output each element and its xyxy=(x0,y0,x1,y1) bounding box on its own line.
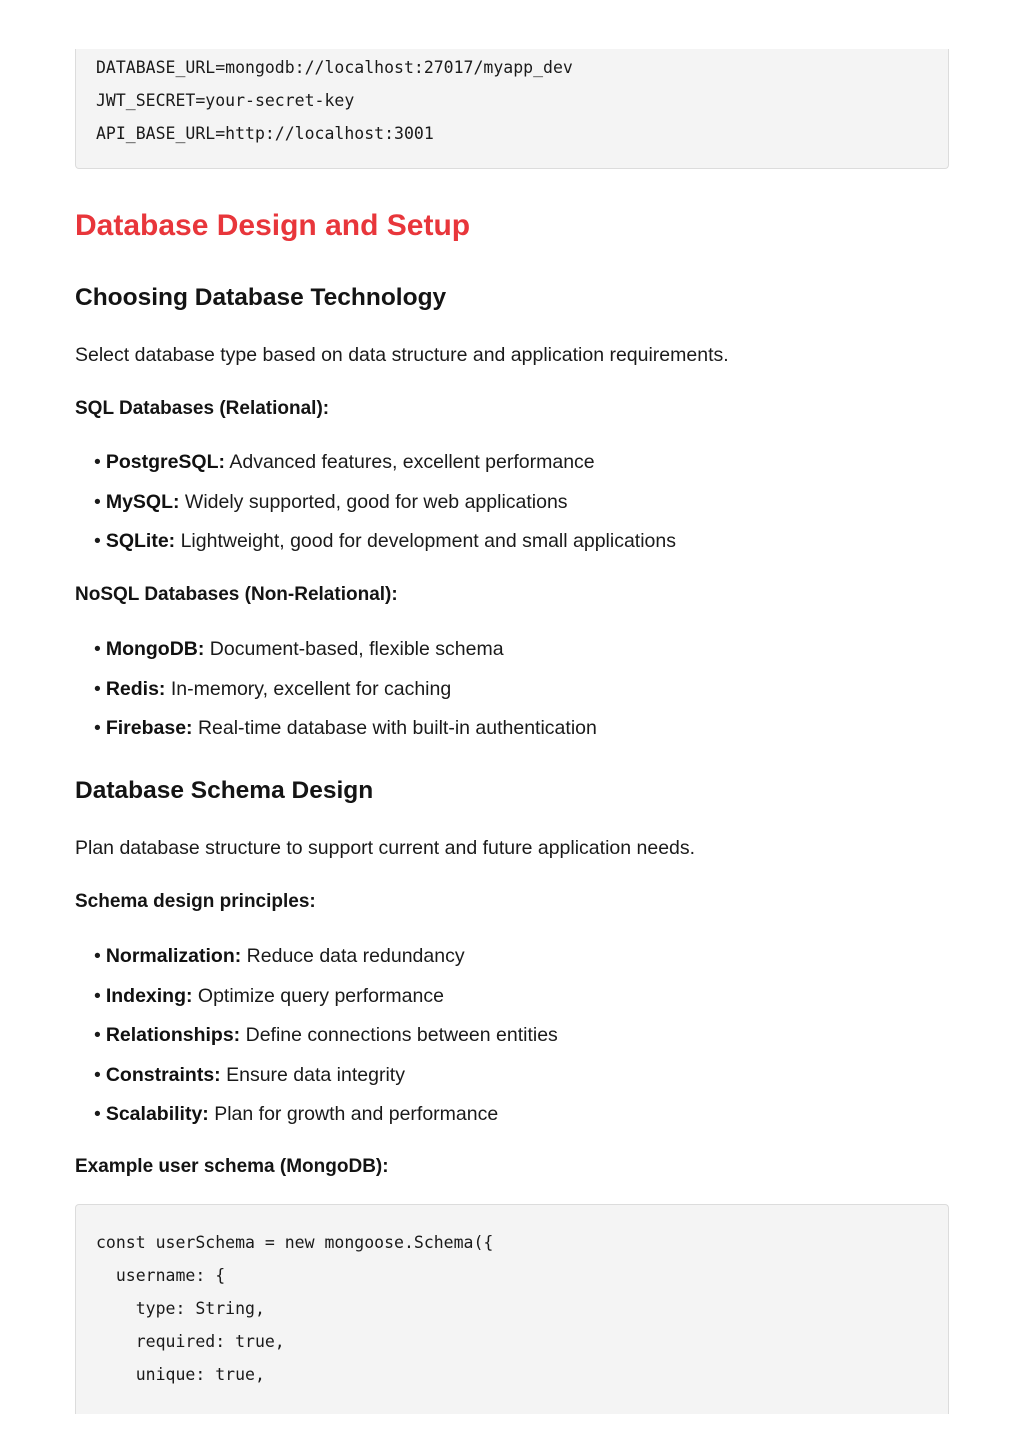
list-desc: Advanced features, excellent performance xyxy=(225,451,595,473)
list-term: Normalization: xyxy=(105,945,242,967)
list-term: SQLite: xyxy=(105,530,176,553)
list-desc: Real-time database with built-in authentication xyxy=(192,717,597,740)
bullet: • xyxy=(94,451,101,473)
code-line: unique: true, xyxy=(96,1365,265,1384)
list-desc: Define connections between entities xyxy=(240,1024,558,1047)
bullet: • xyxy=(94,677,101,700)
list-desc: Document-based, flexible schema xyxy=(204,638,504,660)
list-desc: Ensure data integrity xyxy=(220,1063,405,1086)
schema-code-block xyxy=(75,1204,949,1414)
principles-label: Schema design principles: xyxy=(75,891,316,912)
list-desc: Lightweight, good for development and small applications xyxy=(175,530,676,553)
tech-intro: Select database type based on data structure and application requirements. xyxy=(75,344,729,366)
list-item xyxy=(94,635,944,675)
section-title: Database Design and Setup xyxy=(75,209,471,242)
sql-list xyxy=(94,448,944,567)
list-item xyxy=(94,1061,944,1101)
bullet: • xyxy=(94,638,101,660)
list-term: PostgreSQL: xyxy=(105,451,226,473)
code-line: API_BASE_URL=http://localhost:3001 xyxy=(96,124,434,143)
env-code-block xyxy=(75,49,949,169)
list-term: Relationships: xyxy=(105,1024,241,1047)
list-desc: Optimize query performance xyxy=(192,984,444,1007)
schema-heading: Database Schema Design xyxy=(75,777,374,804)
list-term: MongoDB: xyxy=(105,638,205,660)
bullet: • xyxy=(94,945,101,967)
list-term: Indexing: xyxy=(105,984,193,1007)
list-term: Firebase: xyxy=(105,717,193,740)
list-item xyxy=(94,488,944,528)
example-label: Example user schema (MongoDB): xyxy=(75,1156,389,1177)
list-desc: In-memory, excellent for caching xyxy=(165,677,452,700)
list-item xyxy=(94,1021,944,1061)
list-term: Scalability: xyxy=(105,1103,209,1126)
list-term: Constraints: xyxy=(105,1063,221,1086)
list-item xyxy=(94,527,944,567)
list-item xyxy=(94,1100,944,1140)
list-desc: Widely supported, good for web applications xyxy=(179,490,568,513)
code-line: JWT_SECRET=your-secret-key xyxy=(96,91,355,110)
schema-intro: Plan database structure to support current and future application needs. xyxy=(75,837,696,859)
bullet: • xyxy=(94,1063,101,1086)
bullet: • xyxy=(94,1024,101,1047)
sql-label: SQL Databases (Relational): xyxy=(75,398,330,419)
list-desc: Plan for growth and performance xyxy=(208,1103,499,1126)
code-line: DATABASE_URL=mongodb://localhost:27017/myapp_dev xyxy=(96,58,573,77)
bullet: • xyxy=(94,530,101,553)
code-line: required: true, xyxy=(96,1332,285,1351)
bullet: • xyxy=(94,717,101,740)
bullet: • xyxy=(94,1103,101,1126)
code-line: const userSchema = new mongoose.Schema({ xyxy=(96,1233,494,1252)
tech-heading: Choosing Database Technology xyxy=(75,284,447,311)
bullet: • xyxy=(94,490,101,513)
nosql-list xyxy=(94,635,944,754)
list-term: MySQL: xyxy=(105,490,180,513)
list-item xyxy=(94,942,944,982)
list-desc: Reduce data redundancy xyxy=(241,945,465,967)
nosql-label: NoSQL Databases (Non-Relational): xyxy=(75,584,398,605)
bullet: • xyxy=(94,984,101,1007)
list-item xyxy=(94,714,944,754)
list-item xyxy=(94,675,944,715)
principles-list xyxy=(94,942,944,1140)
list-term: Redis: xyxy=(105,677,166,700)
code-line: type: String, xyxy=(96,1299,265,1318)
list-item xyxy=(94,982,944,1022)
list-item xyxy=(94,448,944,488)
code-line: username: { xyxy=(96,1266,226,1285)
